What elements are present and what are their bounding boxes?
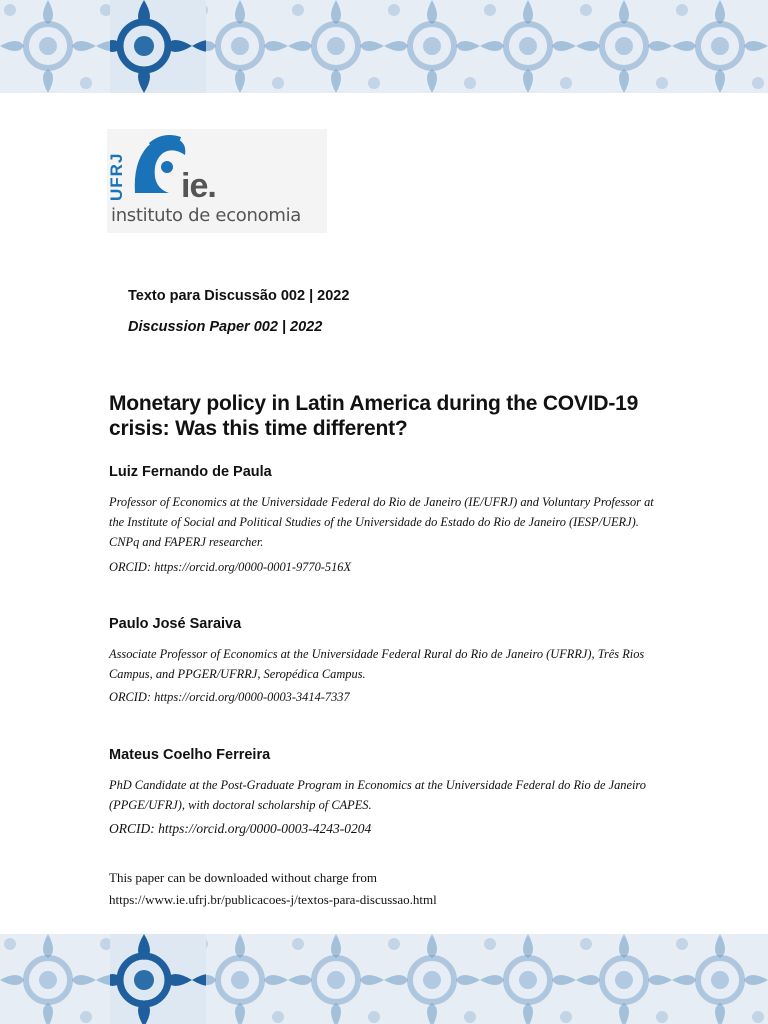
author-affiliation: Associate Professor of Economics at the Universidade Federal Rural do Rio de Janeiro (UFRRJ), Três Rios Campus, and PPGER/UFRRJ, Seropédica Campus. bbox=[109, 647, 645, 681]
paper-title: Monetary policy in Latin America during the COVID-19 crisis: Was this time different? bbox=[109, 392, 639, 440]
author-affiliation: Professor of Economics at the Universidade Federal do Rio de Janeiro (IE/UFRJ) and Voluntary Professor at the Institute of Social and Political Studies of the Universidade do Estado do Rio de Janeiro (IESP/UERJ). CNPq and FAPERJ researcher. bbox=[109, 495, 654, 549]
institute-logo bbox=[107, 129, 327, 233]
author-orcid: ORCID: https://orcid.org/0000-0003-3414-7337 bbox=[109, 690, 350, 704]
footer-tile-band bbox=[0, 934, 768, 1024]
logo-ie-text: ie. bbox=[181, 167, 216, 205]
author-name: Mateus Coelho Ferreira bbox=[109, 747, 271, 763]
minerva-helmet-icon bbox=[129, 133, 189, 199]
logo-institute-text: instituto de economia bbox=[111, 205, 301, 226]
series-number-english: Discussion Paper 002 | 2022 bbox=[128, 319, 323, 335]
author-name: Luiz Fernando de Paula bbox=[109, 464, 272, 480]
header-tile-band bbox=[0, 0, 768, 93]
download-note: This paper can be downloaded without charge from bbox=[109, 870, 377, 885]
series-number-portuguese: Texto para Discussão 002 | 2022 bbox=[128, 288, 350, 304]
author-orcid: ORCID: https://orcid.org/0000-0001-9770-516X bbox=[109, 560, 352, 574]
azulejo-tile-pattern bbox=[0, 0, 768, 93]
azulejo-tile-pattern bbox=[0, 934, 768, 1024]
author-name: Paulo José Saraiva bbox=[109, 616, 242, 632]
author-affiliation: PhD Candidate at the Post-Graduate Program in Economics at the Universidade Federal do Rio de Janeiro (PPGE/UFRJ), with doctoral scholarship of CAPES. bbox=[109, 778, 646, 812]
logo-ufrj-text: UFRJ bbox=[107, 152, 126, 202]
author-orcid: ORCID: https://orcid.org/0000-0003-4243-0204 bbox=[109, 821, 372, 836]
download-url-link[interactable]: https://www.ie.ufrj.br/publicacoes-j/textos-para-discussao.html bbox=[109, 892, 437, 907]
